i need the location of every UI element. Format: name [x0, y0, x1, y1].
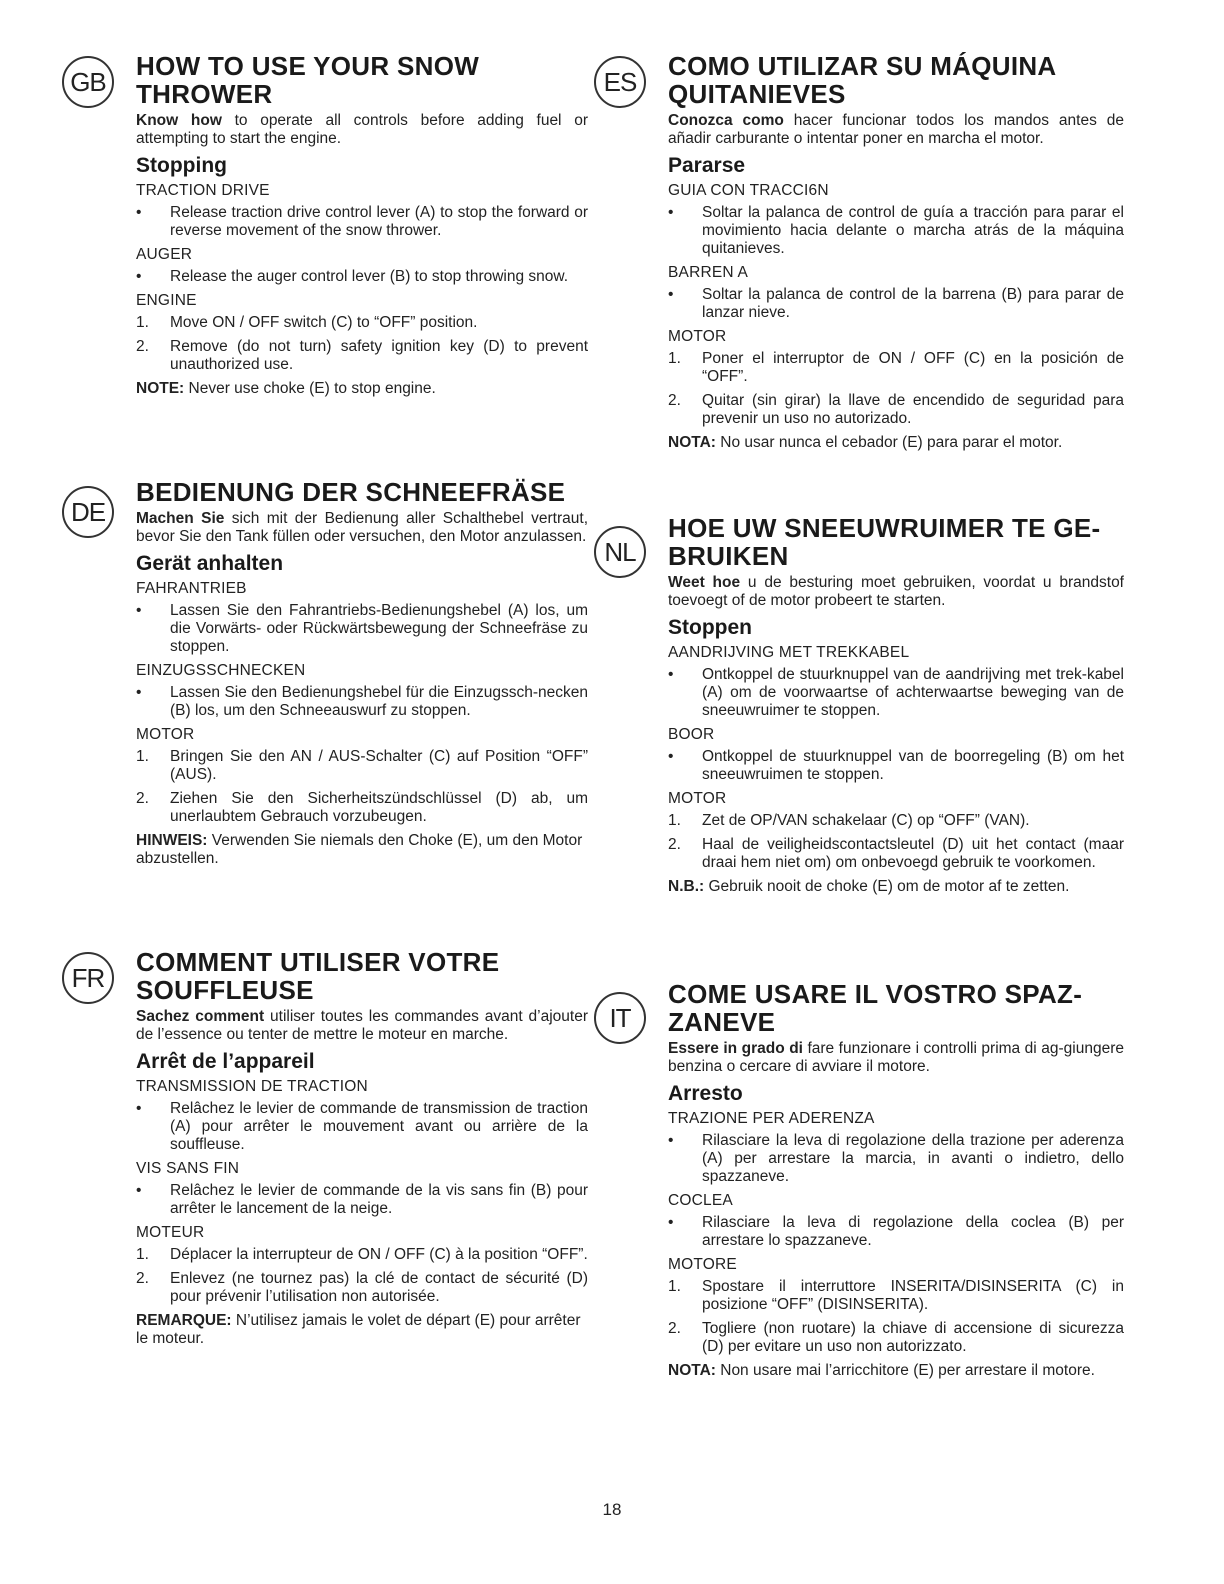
- section-subtitle: Stopping: [136, 154, 227, 177]
- section-es: [603, 51, 1125, 458]
- section-intro: Essere in grado di fare funzionare i controlli prima di ag-giungere benzina o cercare di avviare il motore.: [668, 1040, 1124, 1075]
- language-badge-it: IT: [594, 992, 646, 1044]
- list-item: 1. Déplacer la interrupteur de ON / OFF (C) à la position “OFF”.: [136, 1246, 588, 1263]
- language-badge-fr: FR: [62, 952, 114, 1004]
- section-subtitle: Arrêt de l’appareil: [136, 1050, 315, 1073]
- section-title: HOW TO USE YOUR SNOW THROWER: [136, 51, 480, 109]
- list-item: • Soltar la palanca de control de la barrena (B) para parar de lanzar nieve.: [668, 286, 1124, 321]
- section-title: HOE UW SNEEUWRUIMER TE GE-BRUIKEN: [668, 513, 1101, 571]
- section-note: HINWEIS: Verwenden Sie niemals den Choke (E), um den Motor abzustellen.: [136, 832, 583, 867]
- section-subtitle: Stoppen: [668, 616, 752, 639]
- section-title: COMO UTILIZAR SU MÁQUINA QUITANIEVES: [668, 51, 1056, 109]
- section-title: BEDIENUNG DER SCHNEEFRÄSE: [136, 477, 566, 507]
- list-item: 1. Poner el interruptor de ON / OFF (C) en la posición de “OFF”.: [668, 350, 1124, 385]
- list-item: 2. Enlevez (ne tournez pas) la clé de contact de sécurité (D) pour prévenir l’utilisation non autorisée.: [136, 1270, 588, 1305]
- section-note: REMARQUE: N’utilisez jamais le volet de départ (E) pour arrêter le moteur.: [136, 1312, 581, 1347]
- section-it: [609, 979, 1124, 1386]
- section-note: NOTA: Non usare mai l’arricchitore (E) per arrestare il motore.: [668, 1362, 1095, 1379]
- group-label: TRANSMISSION DE TRACTION: [136, 1078, 368, 1095]
- list-item: 1. Bringen Sie den AN / AUS-Schalter (C) auf Position “OFF” (AUS).: [136, 748, 588, 783]
- group-label: ENGINE: [136, 292, 197, 309]
- section-title: COMMENT UTILISER VOTRE SOUFFLEUSE: [136, 947, 500, 1005]
- section-note: N.B.: Gebruik nooit de choke (E) om de motor af te zetten.: [668, 878, 1070, 895]
- section-note: NOTA: No usar nunca el cebador (E) para parar el motor.: [668, 434, 1063, 451]
- list-item: • Release the auger control lever (B) to stop throwing snow.: [136, 268, 569, 285]
- group-label: AUGER: [136, 246, 193, 263]
- section-subtitle: Pararse: [668, 154, 746, 177]
- group-label: GUIA CON TRACCI6N: [668, 182, 829, 199]
- section-intro: Weet hoe u de besturing moet gebruiken, voordat u brandstof toevoegt of de motor probeert te starten.: [668, 574, 1124, 609]
- group-label: BOOR: [668, 726, 715, 743]
- list-item: 2. Ziehen Sie den Sicherheitszündschlüssel (D) ab, um unerlaubtem Gebrauch vorzubeugen.: [136, 790, 588, 825]
- group-label: BARREN A: [668, 264, 748, 281]
- list-item: 2. Togliere (non ruotare) la chiave di accensione di sicurezza (D) per evitare un uso non autorizzato.: [668, 1320, 1124, 1355]
- section-intro: Machen Sie sich mit der Bedienung aller Schalthebel vertraut, bevor Sie den Tank füllen oder versuchen, den Motor anzulassen.: [136, 510, 589, 545]
- list-item: 1. Spostare il interruttore INSERITA/DISINSERITA (C) in posizione “OFF” (DISINSERITA).: [668, 1278, 1124, 1313]
- section-subtitle: Arresto: [668, 1082, 743, 1105]
- section-subtitle: Gerät anhalten: [136, 552, 284, 575]
- list-item: • Relâchez le levier de commande de transmission de traction (A) pour arrêter le mouvement avant ou arrière de la souffleuse.: [136, 1100, 588, 1153]
- section-intro: Conozca como hacer funcionar todos los mandos antes de añadir carburante o intentar poner en marcha el motor.: [668, 112, 1125, 147]
- group-label: TRACTION DRIVE: [136, 182, 270, 199]
- group-label: FAHRANTRIEB: [136, 580, 247, 597]
- group-label: EINZUGSSCHNECKEN: [136, 662, 306, 679]
- group-label: MOTEUR: [136, 1224, 205, 1241]
- group-label: COCLEA: [668, 1192, 733, 1209]
- list-item: • Soltar la palanca de control de guía a tracción para parar el movimiento hacia delante o marcha atrás de la máquina quitanieves.: [668, 204, 1124, 257]
- language-badge-gb: GB: [62, 56, 114, 108]
- section-note: NOTE: Never use choke (E) to stop engine.: [136, 380, 436, 397]
- group-label: MOTOR: [136, 726, 195, 743]
- section-intro: Sachez comment utiliser toutes les commandes avant d’ajouter de l’essence ou tenter de mettre le moteur en marche.: [136, 1008, 588, 1043]
- list-item: • Relâchez le levier de commande de la vis sans fin (B) pour arrêter le lancement de la neige.: [136, 1182, 588, 1217]
- group-label: MOTOR: [668, 790, 727, 807]
- list-item: • Rilasciare la leva di regolazione della trazione per aderenza (A) per arrestare la marcia, in avanti o indietro, dello spazzaneve.: [668, 1132, 1124, 1185]
- group-label: VIS SANS FIN: [136, 1160, 240, 1177]
- section-gb: [70, 51, 588, 404]
- language-badge-de: DE: [62, 486, 114, 538]
- list-item: 2. Quitar (sin girar) la llave de encendido de seguridad para prevenir un uso no autorizado.: [668, 392, 1124, 427]
- group-label: MOTORE: [668, 1256, 737, 1273]
- section-intro: Know how to operate all controls before adding fuel or attempting to start the engine.: [136, 112, 588, 147]
- section-title: COME USARE IL VOSTRO SPAZ-ZANEVE: [668, 979, 1083, 1037]
- language-badge-nl: NL: [594, 526, 646, 578]
- group-label: TRAZIONE PER ADERENZA: [668, 1110, 875, 1127]
- list-item: 2. Remove (do not turn) safety ignition key (D) to prevent unauthorized use.: [136, 338, 588, 373]
- page-number: 18: [602, 1500, 622, 1519]
- section-nl: [604, 513, 1124, 902]
- list-item: • Ontkoppel de stuurknuppel van de boorregeling (B) om het sneeuwruimen te stoppen.: [668, 748, 1124, 783]
- language-badge-es: ES: [594, 56, 646, 108]
- group-label: MOTOR: [668, 328, 727, 345]
- list-item: • Lassen Sie den Bedienungshebel für die Einzugssch-necken (B) los, um den Schneeauswurf zu stoppen.: [136, 684, 588, 719]
- group-label: AANDRIJVING MET TREKKABEL: [668, 644, 910, 661]
- section-fr: [71, 947, 588, 1354]
- section-de: [70, 477, 589, 874]
- list-item: 1. Zet de OP/VAN schakelaar (C) op “OFF” (VAN).: [668, 812, 1030, 829]
- list-item: • Release traction drive control lever (A) to stop the forward or reverse movement of the snow thrower.: [136, 204, 588, 239]
- list-item: • Lassen Sie den Fahrantriebs-Bedienungshebel (A) los, um die Vorwärts- oder Rückwärtsbewegung der Schneefräse zu stoppen.: [136, 602, 588, 655]
- list-item: 1. Move ON / OFF switch (C) to “OFF” position.: [136, 314, 478, 331]
- list-item: • Rilasciare la leva di regolazione della coclea (B) per arrestare lo spazzaneve.: [668, 1214, 1124, 1249]
- list-item: • Ontkoppel de stuurknuppel van de aandrijving met trek-kabel (A) om de voorwaartse of achterwaartse beweging van de sneeuwruimer te stoppen.: [668, 666, 1124, 719]
- list-item: 2. Haal de veiligheidscontactsleutel (D) uit het contact (maar draai hem niet om) om onbevoegd gebruik te voorkomen.: [668, 836, 1124, 871]
